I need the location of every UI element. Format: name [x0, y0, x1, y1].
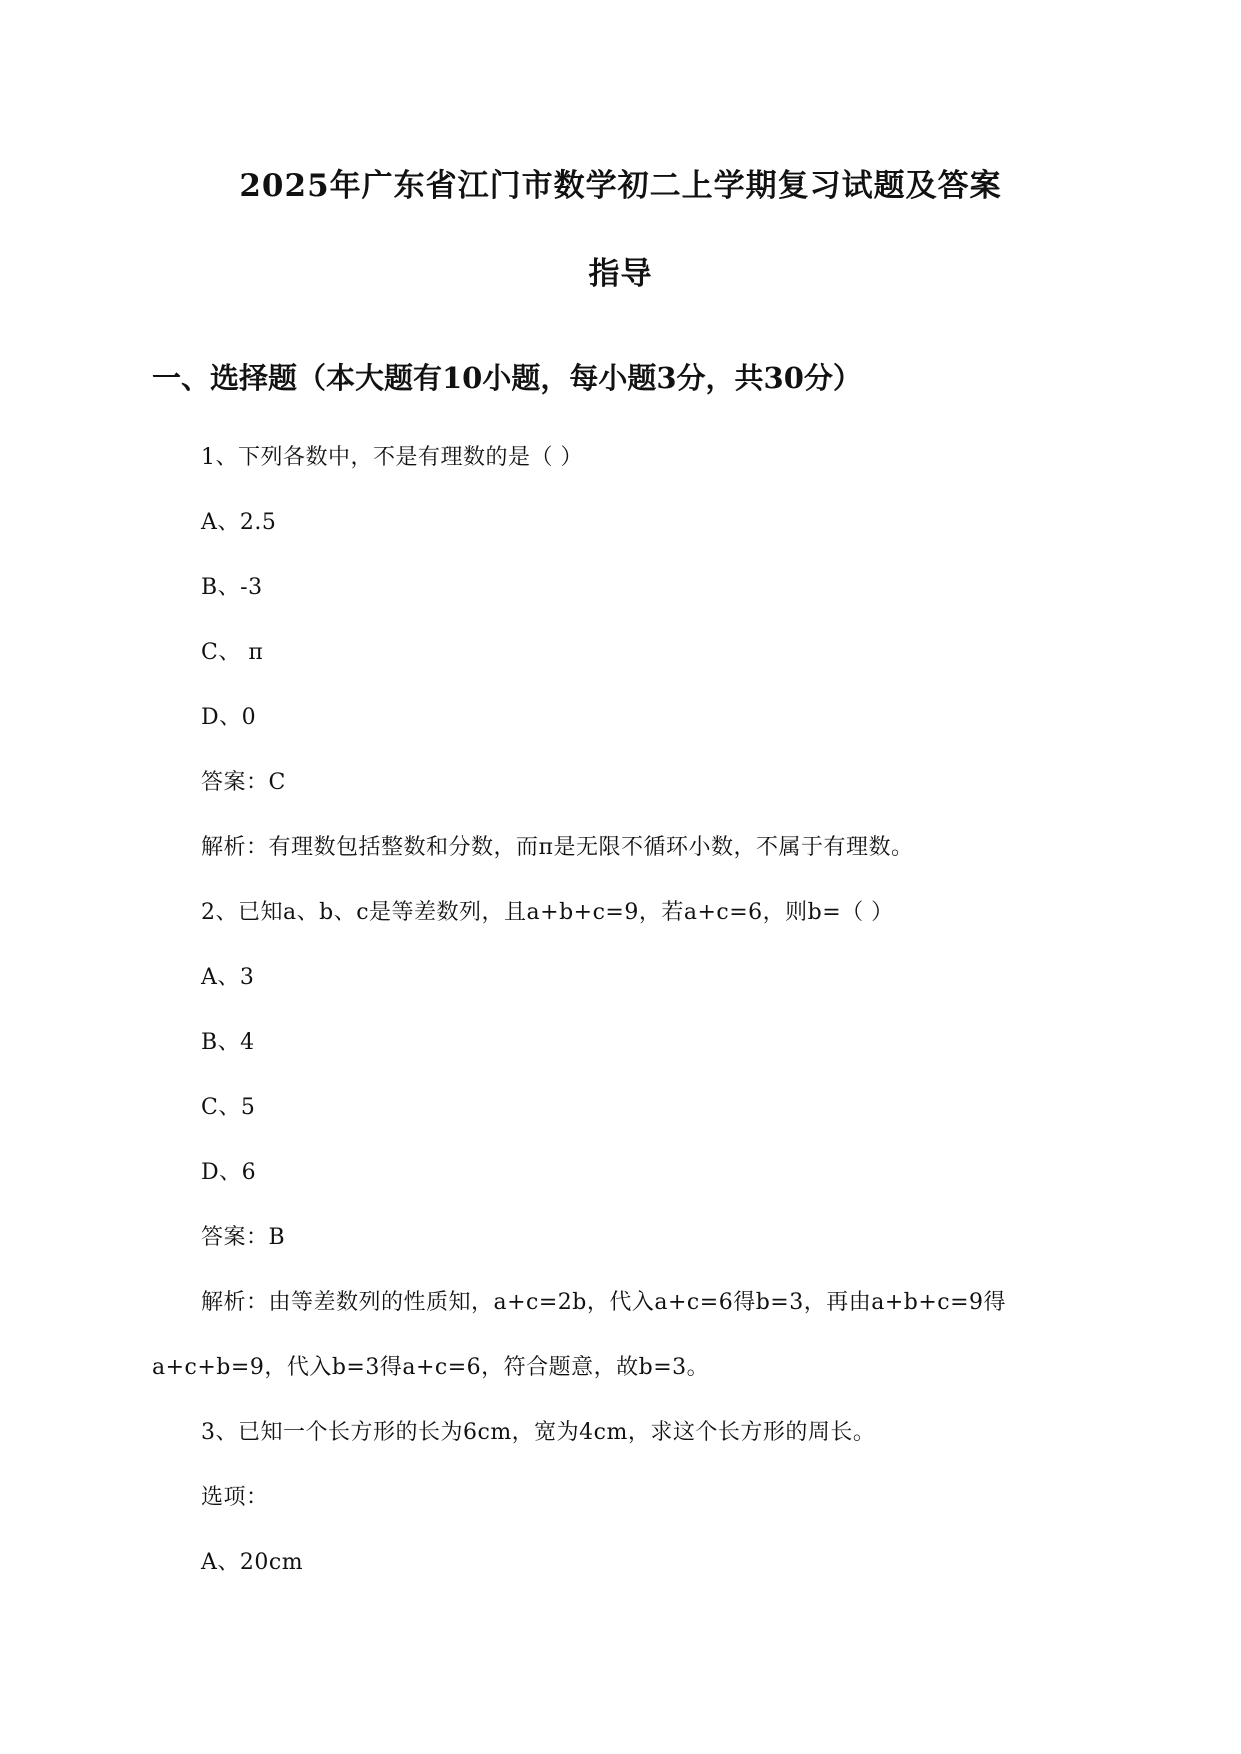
question-1-analysis: 解析：有理数包括整数和分数，而π是无限不循环小数，不属于有理数。 — [201, 835, 914, 860]
question-2-option-d: D、6 — [201, 1160, 257, 1185]
question-3-options-label: 选项： — [201, 1485, 269, 1510]
question-1-stem: 1、下列各数中，不是有理数的是（ ） — [201, 445, 583, 470]
question-2-answer: 答案：B — [201, 1225, 286, 1250]
section-heading: 一、选择题（本大题有10小题，每小题3分，共30分） — [152, 361, 862, 395]
question-3-stem: 3、已知一个长方形的长为6cm，宽为4cm，求这个长方形的周长。 — [201, 1420, 876, 1445]
question-2-analysis-line-2: a+c+b=9，代入b=3得a+c=6，符合题意，故b=3。 — [152, 1355, 710, 1380]
question-1-answer: 答案：C — [201, 770, 286, 795]
question-2-option-c: C、5 — [201, 1095, 256, 1120]
question-1-option-a: A、2.5 — [201, 510, 277, 535]
question-1-option-d: D、0 — [201, 705, 257, 730]
question-1-option-b: B、-3 — [201, 575, 263, 600]
document-title-line-1: 2025年广东省江门市数学初二上学期复习试题及答案 — [239, 168, 1002, 204]
document-title-line-2: 指导 — [588, 256, 653, 292]
question-2-option-b: B、4 — [201, 1030, 255, 1055]
question-2-option-a: A、3 — [201, 965, 255, 990]
question-2-analysis-line-1: 解析：由等差数列的性质知，a+c=2b，代入a+c=6得b=3，再由a+b+c=9得 — [201, 1290, 1007, 1315]
question-2-stem: 2、已知a、b、c是等差数列，且a+b+c=9，若a+c=6，则b=（ ） — [201, 900, 894, 925]
question-1-option-c: C、 π — [201, 640, 264, 665]
question-3-option-a: A、20cm — [201, 1550, 304, 1575]
